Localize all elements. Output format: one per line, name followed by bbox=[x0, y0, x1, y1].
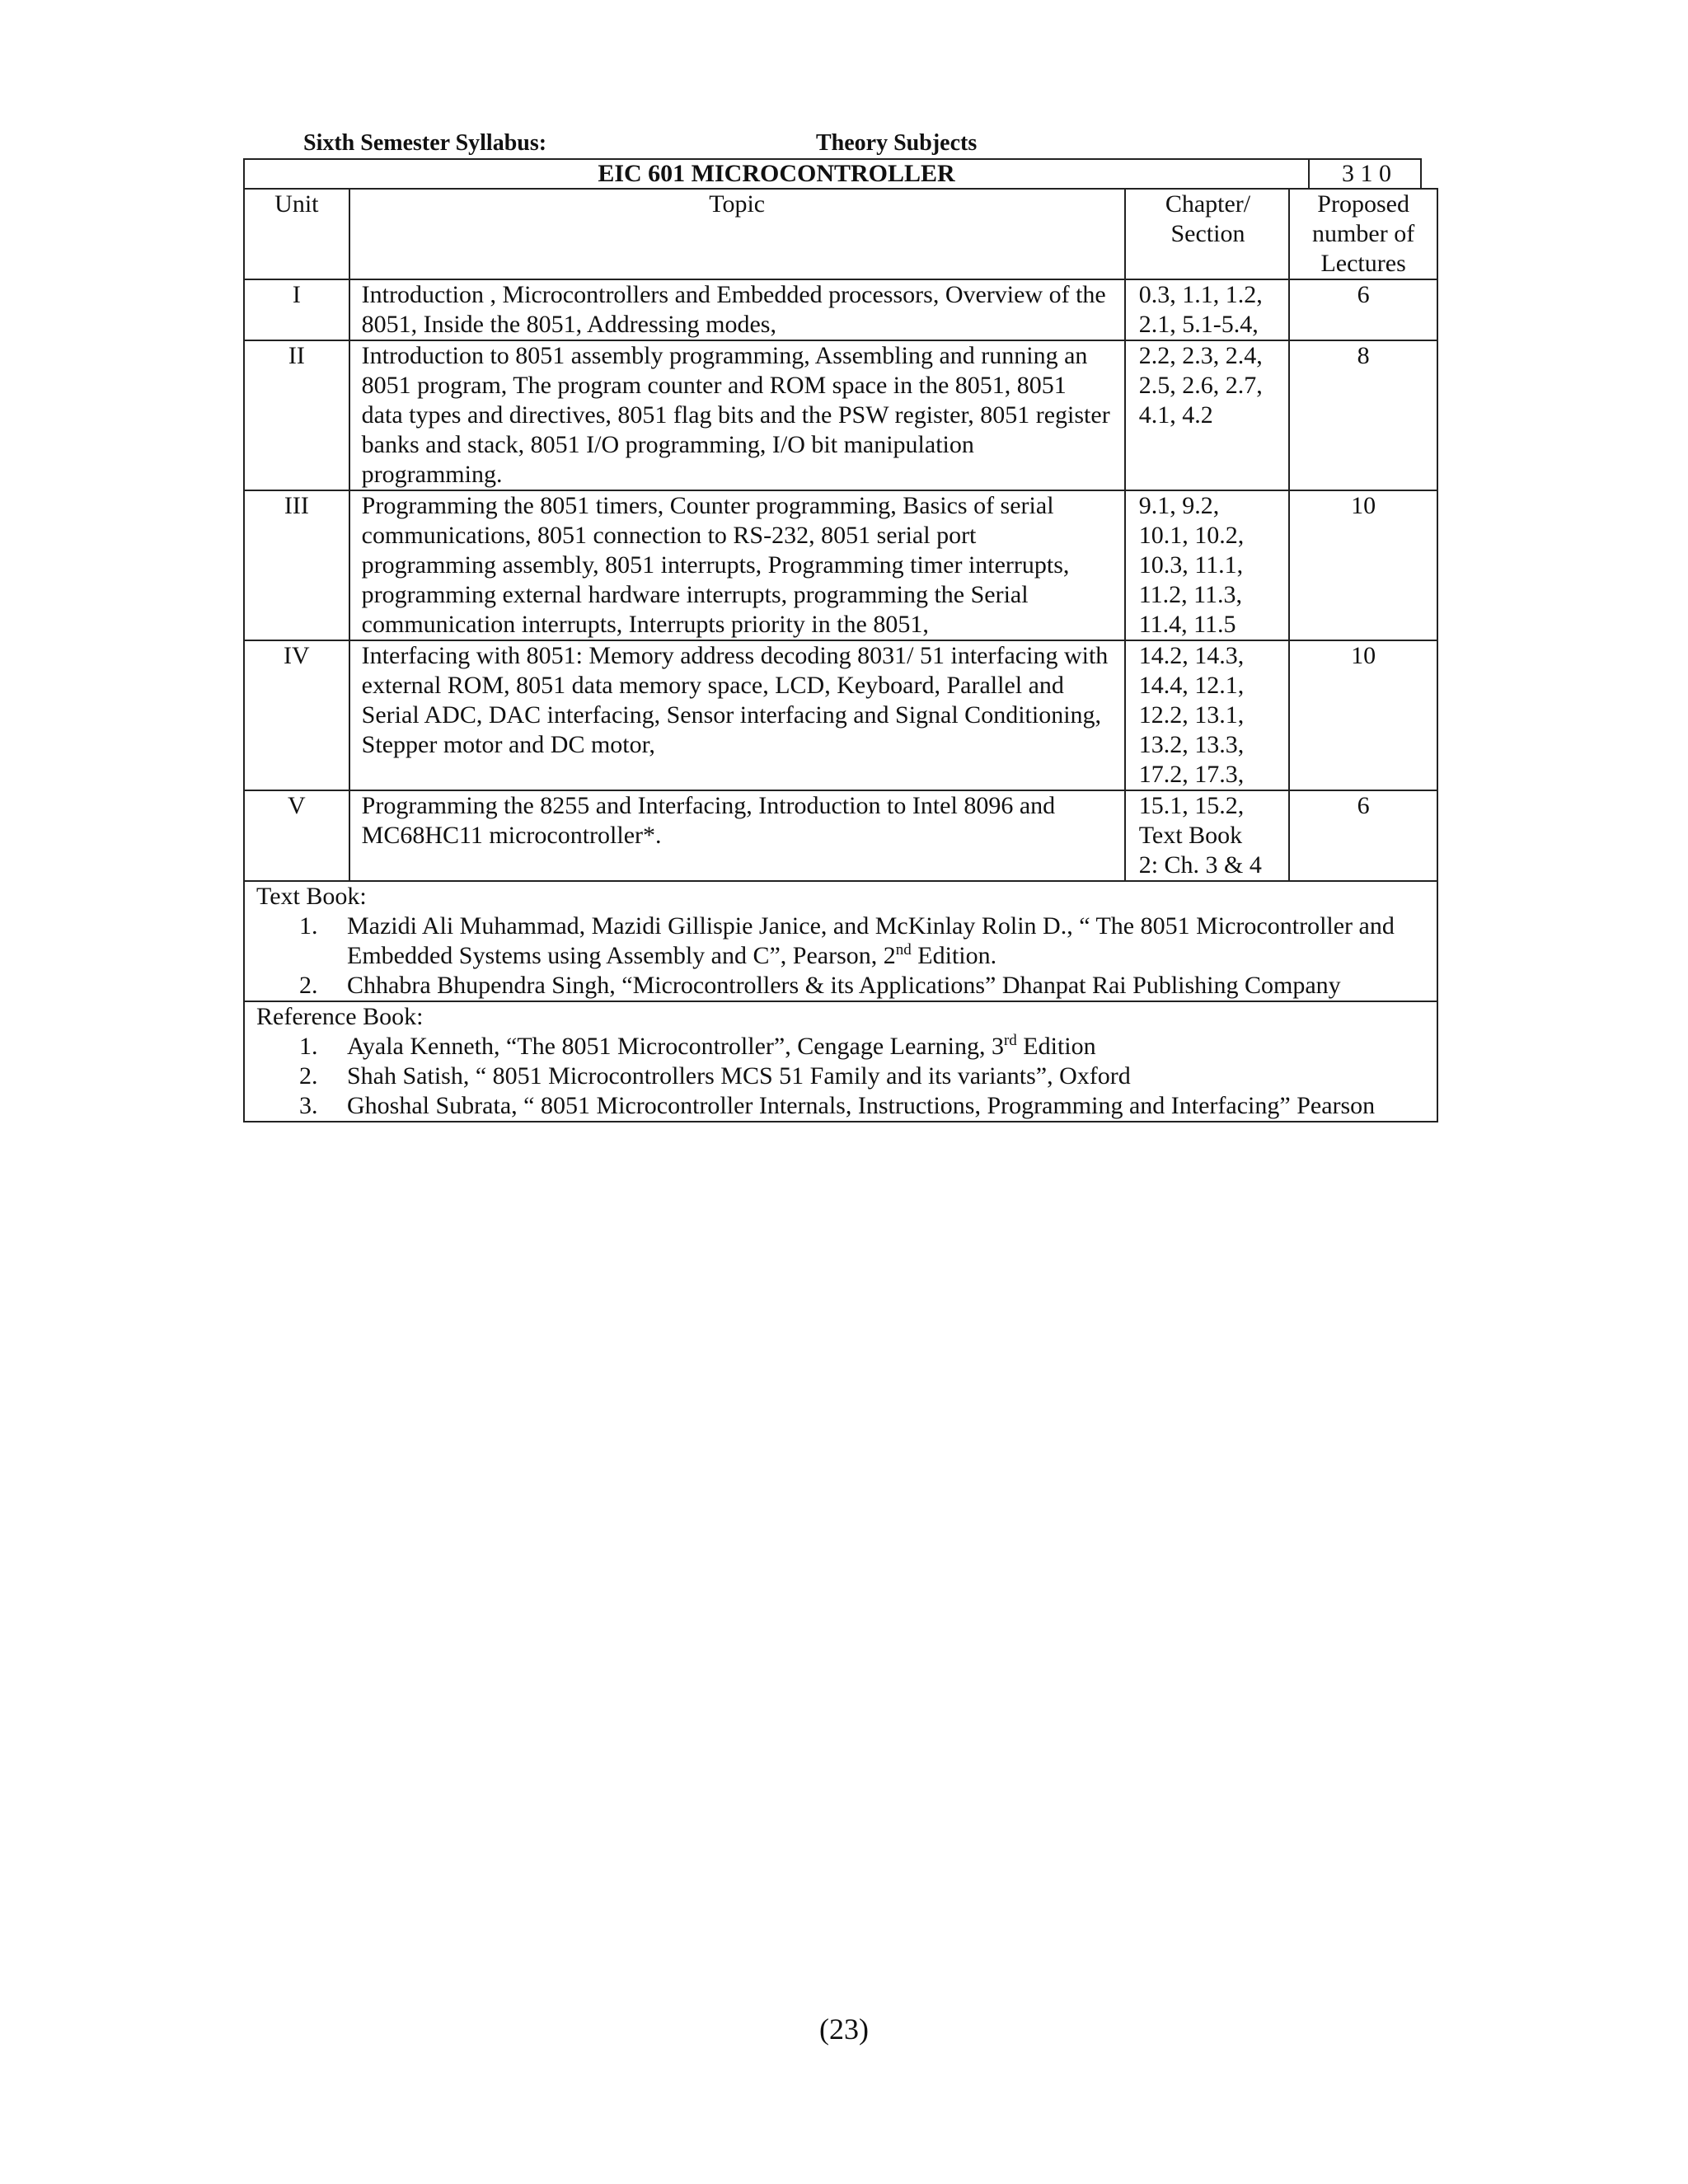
column-header-lectures bbox=[1289, 189, 1437, 279]
unit-number: V bbox=[244, 790, 349, 881]
unit-topic: Programming the 8051 timers, Counter programming, Basics of serial communications, 8051 connection to RS-232, 8051 serial port programming assembly, 8051 interrupts, Programming timer interrupts, programming external hardware interrupts, programming the Serial communication interrupts, Interrupts priority in the 8051, bbox=[349, 490, 1125, 640]
course-title-bar bbox=[243, 158, 1422, 190]
text-books-title: Text Book: bbox=[256, 883, 367, 910]
unit-chapters bbox=[1125, 279, 1290, 340]
chapter-line: 17.2, 17.3, bbox=[1138, 761, 1245, 788]
page-number: (23) bbox=[819, 2013, 869, 2046]
column-header-topic: Topic bbox=[349, 189, 1125, 279]
table-header-row bbox=[244, 189, 1437, 279]
chapter-line: 10.1, 10.2, bbox=[1138, 522, 1245, 549]
page-header bbox=[303, 129, 1457, 158]
reference-books-list bbox=[256, 1032, 1425, 1121]
unit-number: IV bbox=[244, 640, 349, 790]
table-row bbox=[244, 640, 1437, 790]
book-citation: Chhabra Bhupendra Singh, “Microcontrollers & its Applications” Dhanpat Rai Publishing Company bbox=[347, 972, 1341, 999]
column-header-chapter-line: Chapter/ bbox=[1165, 190, 1251, 218]
book-citation-end: Edition. bbox=[911, 942, 997, 969]
unit-topic: Interfacing with 8051: Memory address decoding 8031/ 51 interfacing with external ROM, 8051 data memory space, LCD, Keyboard, Parallel and Serial ADC, DAC interfacing, Sensor interfacing and Signal Conditioning, Stepper motor and DC motor, bbox=[349, 640, 1125, 790]
chapter-line: 10.3, 11.1, bbox=[1138, 551, 1244, 579]
chapter-line: 2.5, 2.6, 2.7, bbox=[1138, 372, 1263, 399]
chapter-line: 4.1, 4.2 bbox=[1138, 401, 1213, 429]
unit-number: II bbox=[244, 340, 349, 490]
unit-lectures: 6 bbox=[1289, 790, 1437, 881]
list-item bbox=[256, 971, 1425, 1001]
unit-lectures: 6 bbox=[1289, 279, 1437, 340]
unit-lectures: 8 bbox=[1289, 340, 1437, 490]
chapter-line: 11.4, 11.5 bbox=[1138, 611, 1236, 638]
list-item bbox=[256, 912, 1425, 971]
chapter-line: 12.2, 13.1, bbox=[1138, 701, 1245, 729]
unit-topic: Programming the 8255 and Interfacing, Introduction to Intel 8096 and MC68HC11 microcontroller*. bbox=[349, 790, 1125, 881]
list-item bbox=[256, 1032, 1425, 1062]
unit-number: III bbox=[244, 490, 349, 640]
text-books-row bbox=[244, 881, 1437, 1001]
chapter-line: 11.2, 11.3, bbox=[1138, 581, 1242, 608]
column-header-lectures-line: Lectures bbox=[1320, 250, 1406, 277]
list-item bbox=[256, 1091, 1425, 1121]
chapter-line: 15.1, 15.2, bbox=[1138, 792, 1245, 819]
unit-chapters bbox=[1125, 340, 1290, 490]
book-citation-end: Edition bbox=[1016, 1033, 1096, 1060]
reference-books-row bbox=[244, 1001, 1437, 1122]
reference-books-title: Reference Book: bbox=[256, 1003, 424, 1030]
chapter-line: 2.2, 2.3, 2.4, bbox=[1138, 342, 1263, 369]
book-citation: Ayala Kenneth, “The 8051 Microcontroller”, Cengage Learning, 3 bbox=[347, 1033, 1004, 1060]
reference-books-section bbox=[244, 1001, 1437, 1122]
book-citation: Shah Satish, “ 8051 Microcontrollers MCS 51 Family and its variants”, Oxford bbox=[347, 1062, 1131, 1090]
unit-chapters bbox=[1125, 640, 1290, 790]
list-item bbox=[256, 1062, 1425, 1091]
book-citation: Mazidi Ali Muhammad, Mazidi Gillispie Janice, and McKinlay Rolin D., “ The 8051 Microcontroller and Embedded Systems using Assembly and C”, Pearson, 2 bbox=[347, 912, 1395, 969]
unit-topic: Introduction , Microcontrollers and Embedded processors, Overview of the 8051, Inside the 8051, Addressing modes, bbox=[349, 279, 1125, 340]
list-item-number: 2. bbox=[299, 1062, 318, 1090]
table-row bbox=[244, 279, 1437, 340]
chapter-line: 14.2, 14.3, bbox=[1138, 642, 1245, 669]
unit-chapters bbox=[1125, 490, 1290, 640]
column-header-chapter-line: Section bbox=[1170, 220, 1245, 247]
chapter-line: 9.1, 9.2, bbox=[1138, 492, 1220, 519]
chapter-line: 2.1, 5.1-5.4, bbox=[1138, 311, 1259, 338]
unit-topic: Introduction to 8051 assembly programming, Assembling and running an 8051 program, The program counter and ROM space in the 8051, 8051 data types and directives, 8051 flag bits and the PSW register, 8051 register banks and stack, 8051 I/O programming, I/O bit manipulation programming. bbox=[349, 340, 1125, 490]
table-row bbox=[244, 490, 1437, 640]
column-header-lectures-line: Proposed bbox=[1317, 190, 1409, 218]
table-row bbox=[244, 340, 1437, 490]
chapter-line: 14.4, 12.1, bbox=[1138, 672, 1245, 699]
course-ltp: 3 1 0 bbox=[1308, 160, 1423, 188]
list-item-number: 3. bbox=[299, 1092, 318, 1119]
unit-lectures: 10 bbox=[1289, 640, 1437, 790]
chapter-line: 2: Ch. 3 & 4 bbox=[1138, 851, 1262, 879]
chapter-line: 13.2, 13.3, bbox=[1138, 731, 1245, 758]
chapter-line: Text Book bbox=[1138, 822, 1243, 849]
column-header-lectures-line: number of bbox=[1312, 220, 1415, 247]
unit-lectures: 10 bbox=[1289, 490, 1437, 640]
list-item-number: 2. bbox=[299, 972, 318, 999]
book-citation: Ghoshal Subrata, “ 8051 Microcontroller Internals, Instructions, Programming and Interfacing” Pearson bbox=[347, 1092, 1376, 1119]
text-books-section bbox=[244, 881, 1437, 1001]
syllabus-table bbox=[243, 188, 1438, 1122]
ordinal-suffix: nd bbox=[895, 941, 912, 958]
list-item-number: 1. bbox=[299, 1033, 318, 1060]
unit-chapters bbox=[1125, 790, 1290, 881]
ordinal-suffix: rd bbox=[1003, 1032, 1017, 1049]
table-row bbox=[244, 790, 1437, 881]
unit-number: I bbox=[244, 279, 349, 340]
column-header-unit: Unit bbox=[244, 189, 349, 279]
subject-type-label: Theory Subjects bbox=[816, 130, 978, 156]
text-books-list bbox=[256, 912, 1425, 1001]
course-title: EIC 601 MICROCONTROLLER bbox=[598, 160, 955, 187]
semester-label: Sixth Semester Syllabus: bbox=[303, 130, 547, 156]
column-header-chapter bbox=[1125, 189, 1290, 279]
chapter-line: 0.3, 1.1, 1.2, bbox=[1138, 281, 1263, 308]
list-item-number: 1. bbox=[299, 912, 318, 940]
